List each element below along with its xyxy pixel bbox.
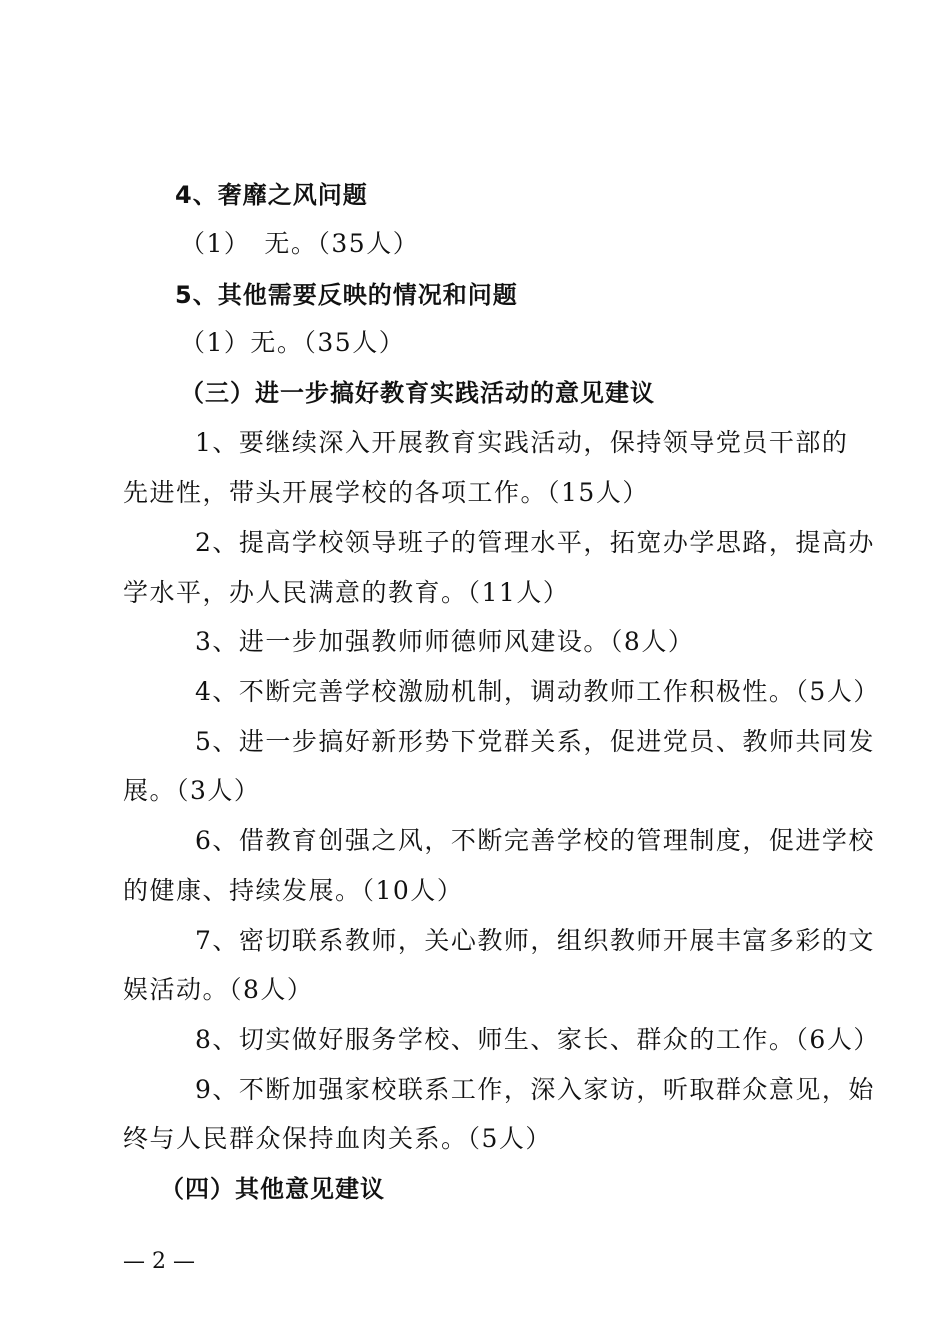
- suggestion-8: 8、切实做好服务学校、师生、家长、群众的工作。（6人）: [195, 1025, 880, 1054]
- heading-section-four: （四）其他意见建议: [160, 1175, 385, 1203]
- suggestion-6-line-2: 的健康、持续发展。（10人）: [123, 876, 464, 905]
- paragraph-extravagance-item-1: （1） 无。（35人）: [180, 229, 420, 258]
- suggestion-7-line-2: 娱活动。（8人）: [123, 975, 314, 1004]
- suggestion-9-line-2: 终与人民群众保持血肉关系。（5人）: [123, 1124, 552, 1153]
- suggestion-5-line-2: 展。（3人）: [123, 776, 261, 805]
- suggestion-2-line-2: 学水平，办人民满意的教育。（11人）: [123, 578, 570, 607]
- paragraph-other-issues-item-1: （1）无。（35人）: [180, 328, 406, 357]
- suggestion-4: 4、不断完善学校激励机制，调动教师工作积极性。（5人）: [195, 677, 880, 706]
- heading-other-issues: 5、其他需要反映的情况和问题: [175, 281, 518, 309]
- suggestion-2-line-1: 2、提高学校领导班子的管理水平，拓宽办学思路，提高办: [195, 528, 875, 557]
- suggestion-9-line-1: 9、不断加强家校联系工作，深入家访，听取群众意见，始: [195, 1075, 875, 1104]
- suggestion-1-line-2: 先进性，带头开展学校的各项工作。（15人）: [123, 478, 649, 507]
- suggestion-5-line-1: 5、进一步搞好新形势下党群关系，促进党员、教师共同发: [195, 727, 875, 756]
- heading-extravagance-issue: 4、奢靡之风问题: [175, 181, 368, 209]
- suggestion-1-line-1: 1、要继续深入开展教育实践活动，保持领导党员干部的: [195, 428, 849, 457]
- suggestion-3: 3、进一步加强教师师德师风建设。（8人）: [195, 627, 695, 656]
- heading-section-three: （三）进一步搞好教育实践活动的意见建议: [180, 379, 655, 407]
- suggestion-6-line-1: 6、借教育创强之风，不断完善学校的管理制度，促进学校: [195, 826, 875, 855]
- page-number: — 2 —: [123, 1249, 195, 1274]
- suggestion-7-line-1: 7、密切联系教师，关心教师，组织教师开展丰富多彩的文: [195, 926, 875, 955]
